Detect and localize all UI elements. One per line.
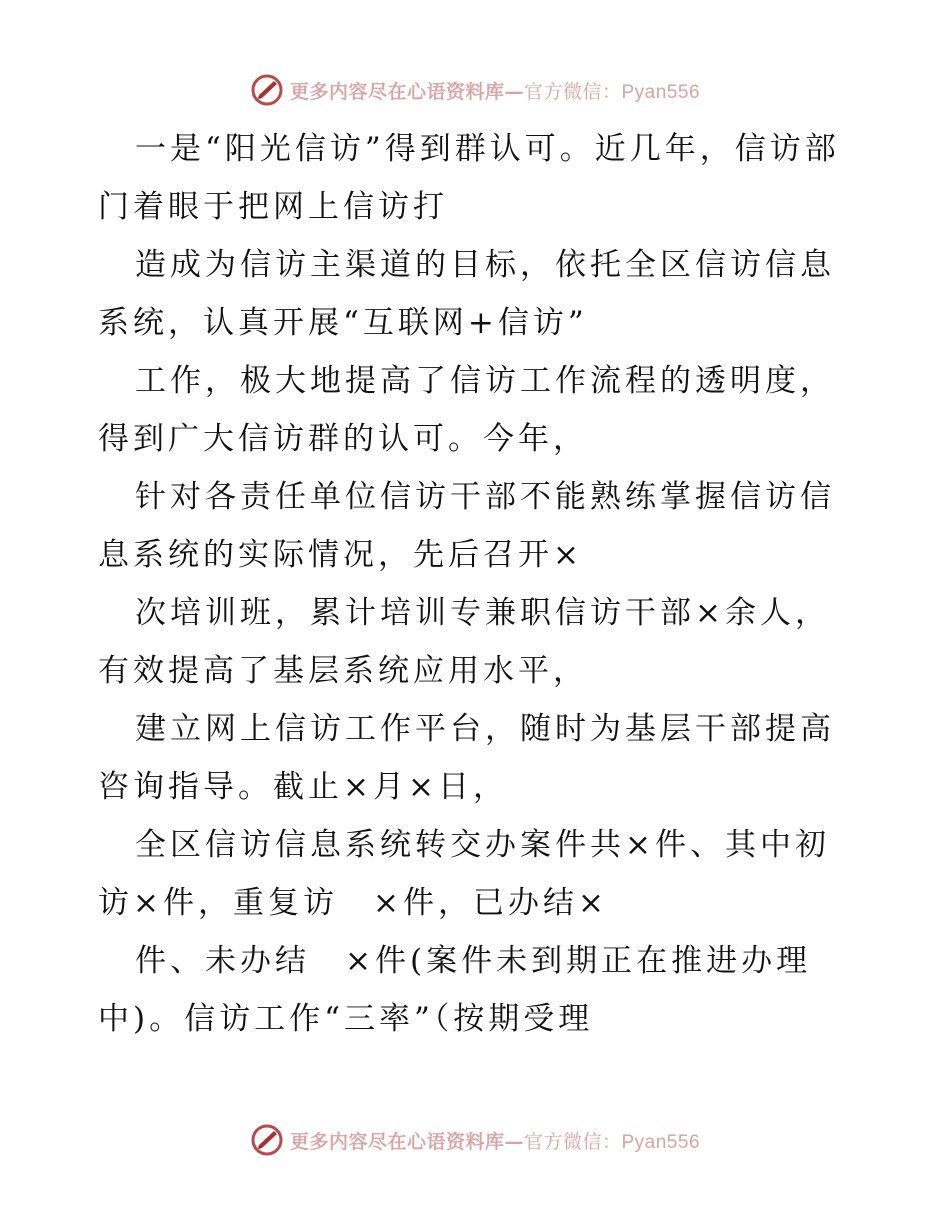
- paragraph: 次培训班，累计培训专兼职信访干部×余人，有效提高了基层系统应用水平，: [98, 595, 830, 689]
- brand-logo-icon: [250, 1123, 284, 1157]
- paragraph: 针对各责任单位信访干部不能熟练掌握信访信息系统的实际情况，先后召开×: [98, 479, 835, 573]
- paragraph: 工作，极大地提高了信访工作流程的透明度，得到广大信访群的认可。今年，: [98, 363, 835, 457]
- brand-logo-icon: [250, 73, 284, 107]
- watermark-footer: [0, 1120, 950, 1160]
- paragraph: 件、未办结 ×件(案件未到期正在推进办理中)。信访工作“三率”（按期受理: [98, 943, 812, 1037]
- watermark-text: 更多内容尽在心语资料库—官方微信：Pyan556: [289, 1130, 701, 1153]
- watermark-text: 更多内容尽在心语资料库—官方微信：Pyan556: [289, 80, 701, 103]
- paragraph: 造成为信访主渠道的目标，依托全区信访信息系统，认真开展“互联网+信访”: [98, 247, 835, 341]
- paragraph: 全区信访信息系统转交办案件共×件、其中初访×件，重复访 ×件，已办结×: [98, 827, 830, 921]
- document-body: [98, 120, 858, 1048]
- paragraph: 一是“阳光信访”得到群认可。近几年，信访部门着眼于把网上信访打: [98, 131, 840, 225]
- paragraph: 建立网上信访工作平台，随时为基层干部提高咨询指导。截止×月×日，: [98, 711, 835, 805]
- watermark-header: [0, 70, 950, 110]
